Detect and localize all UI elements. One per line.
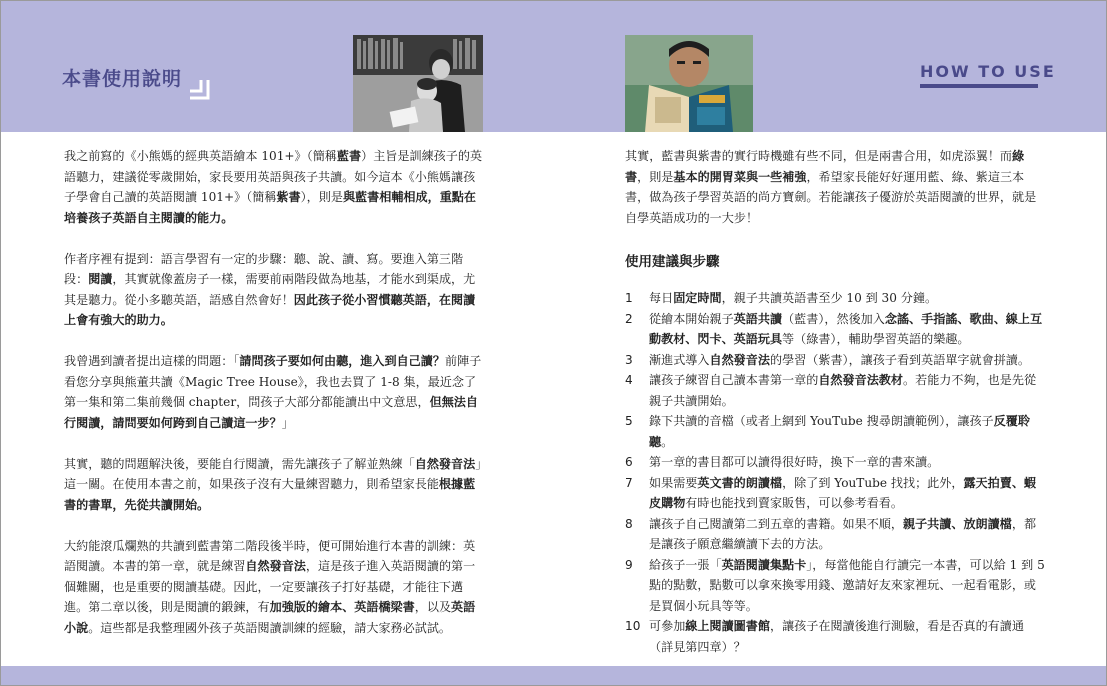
bold-text: 藍書 [336, 149, 362, 163]
bold-text: 基本的開胃菜與一些補強 [673, 169, 807, 184]
bold-text: 自然發音法 [245, 559, 306, 573]
bold-text: 露天拍賣、蝦皮購物 [649, 475, 1037, 510]
page-title-right: HOW TO USE [920, 62, 1056, 81]
bold-text: 根據藍書的書單，先從共讀開始。 [64, 477, 476, 512]
step-number: 1 [625, 291, 633, 305]
bold-text: 閱讀 [88, 272, 113, 286]
photo-father-child-reading [353, 35, 483, 132]
text-run: （藍書），然後加入 [782, 311, 885, 326]
bold-text: 英語小說 [64, 600, 476, 635]
text-run: ，希望家長能好好運用藍、綠、紫這三本書，做為孩子學習英語的尚方寶劍。若能讓孩子優游於英語閱讀的世界，就是自學英語成功的一大步！ [625, 169, 1037, 225]
text-run: ，以及 [414, 600, 452, 614]
text-run: 前陣子看您分享與熊董共讀《Magic Tree House》，我也去買了 1-8 集，最近念了第一集和第二集前幾個 chapter，問孩子大部分都能讀出中文意思， [64, 354, 482, 409]
text-run: 我之前寫的《小熊媽的經典英語繪本 101+》（簡稱 [64, 149, 337, 163]
text-run: 。若能力不夠，也是先從親子共讀開始。 [649, 373, 1037, 408]
step-number: 6 [625, 455, 633, 469]
step-number: 10 [625, 619, 641, 633]
paragraph [64, 454, 484, 516]
text-run: 有時也能找到賣家販售，可以參考看看。 [685, 496, 903, 510]
step-item [625, 616, 1045, 657]
text-run: 等（綠書），輔助學習英語的樂趣。 [782, 332, 970, 346]
text-run: 從繪本開始親子 [649, 311, 734, 326]
text-run: ，則是 [637, 169, 674, 184]
text-run: 第一章的書目都可以讀得很好時，換下一章的書來讀。 [649, 455, 940, 469]
step-item [625, 350, 1045, 371]
text-run: ，親子共讀英語書至少 10 到 30 分鐘。 [721, 291, 938, 305]
text-run: ）主旨是訓練孩子的英語聽力，建議從零歲開始，家長要用英語與孩子共讀。如今這本《小熊媽讓孩子學會自己讀的英語閱讀 101+》（簡稱 [64, 149, 483, 204]
bold-text: 自然發音法 [709, 352, 770, 367]
text-run: 錄下共讀的音檔（或者上網到 YouTube 搜尋朗讀範例），讓孩子 [649, 414, 994, 428]
text-run: 大約能滾瓜爛熟的共讀到藍書第二階段後半時，便可開始進行本書的訓練：英語閱讀。本書的第一章，就是練習 [64, 538, 476, 573]
title-underline [920, 84, 1038, 88]
text-run: ），則是 [300, 190, 343, 204]
bold-text: 英語閱讀集點卡 [721, 557, 807, 572]
text-run: 可參加 [649, 619, 686, 633]
bold-text: 綠書 [625, 149, 1025, 184]
text-run: 每日 [649, 291, 674, 305]
bold-text: 線上閱讀圖書館 [685, 619, 770, 633]
bold-text: 加強版的繪本、英語橋梁書 [269, 600, 415, 614]
text-run: 給孩子一張「 [649, 557, 722, 572]
corner-bracket-icon [186, 76, 212, 102]
section-heading: 使用建議與步驟 [625, 254, 720, 270]
step-number: 3 [625, 352, 633, 367]
bold-text: 自然發音法 [414, 456, 476, 471]
step-item [625, 309, 1045, 350]
text-run: 作者序裡有提到：語言學習有一定的步驟：聽、說、讀、寫。要進入第三階段： [64, 251, 464, 286]
bold-text: 英語共讀 [733, 311, 783, 326]
text-run: 如果需要 [649, 475, 698, 490]
text-run: ，都是讓孩子願意繼續讀下去的方法。 [649, 516, 1037, 551]
intro-paragraph [625, 146, 1045, 228]
bold-text: 英文書的朗讀檔 [697, 475, 783, 490]
bold-text: 紫書 [276, 190, 301, 204]
step-item [625, 411, 1045, 452]
bold-text: 自然發音法教材 [818, 373, 903, 387]
footer-band [0, 666, 1107, 686]
text-run: 讓孩子練習自己讀本書第一章的 [649, 373, 819, 387]
text-run: 漸進式導入 [649, 352, 710, 367]
photo-boy-reading-book [625, 35, 753, 132]
step-number: 9 [625, 557, 633, 572]
text-run: 讓孩子自己閱讀第二到五章的書籍。如果不順， [649, 516, 903, 531]
right-intro-text [625, 146, 1045, 249]
step-item [625, 473, 1045, 514]
page-title-left: 本書使用說明 [62, 68, 183, 90]
left-text-column [64, 146, 484, 659]
step-number: 7 [625, 475, 633, 490]
text-run: 。這些都是我整理國外孩子英語閱讀訓練的經驗，請大家務必試試。 [88, 620, 452, 635]
bold-text: 但無法自行閱讀，請問要如何跨到自己讀這一步？ [64, 395, 478, 430]
paragraph [64, 249, 484, 331]
text-run: 。 [661, 434, 674, 449]
bold-text: 反覆聆聽 [649, 414, 1030, 449]
text-run: 」這一關。在使用本書之前，如果孩子沒有大量練習聽力，則希望家長能 [64, 456, 482, 491]
step-number: 2 [625, 311, 633, 326]
text-run: ，這是孩子進入英語閱讀的第一個難關，也是重要的閱讀基礎。因此，一定要讓孩子打好基礎，才能往下邁進。第二章以後，則是閱讀的鍛鍊，有 [64, 559, 476, 614]
text-run: 」，每當他能自行讀完一本書，可以給 1 到 5 點的點數，點數可以拿來換零用錢、邀請好友來家裡玩、一起看電影，或是買個小玩具等等。 [649, 557, 1045, 613]
step-item [625, 514, 1045, 555]
text-run: 其實，聽的問題解決後，要能自行閱讀，需先讓孩子了解並熟練「 [64, 456, 415, 471]
step-number: 4 [625, 373, 633, 387]
step-item [625, 452, 1045, 473]
text-run: 」 [281, 415, 294, 430]
step-number: 8 [625, 516, 633, 531]
bold-text: 與藍書相輔相成，重點在培養孩子英語自主閱讀的能力。 [64, 190, 476, 225]
step-item [625, 370, 1045, 411]
text-run: 的學習（紫書），讓孩子看到英語單字就會拼讀。 [769, 352, 1030, 367]
text-run: ，其實就像蓋房子一樣，需要前兩階段做為地基，才能水到渠成，尤其是聽力。從小多聽英語，語感自然會好！ [64, 272, 476, 307]
text-run: 其實，藍書與紫書的實行時機雖有些不同，但是兩書合用，如虎添翼！而 [625, 149, 1013, 163]
bold-text: 請問孩子要如何由聽，進入到自己讀？ [239, 354, 445, 368]
paragraph [64, 146, 484, 228]
bold-text: 親子共讀、放朗讀檔 [902, 516, 1012, 531]
step-number: 5 [625, 414, 633, 428]
step-item [625, 555, 1045, 617]
step-item [625, 288, 1045, 309]
bold-text: 固定時間 [673, 291, 722, 305]
text-run: 我曾遇到讀者提出這樣的問題：「 [64, 354, 240, 368]
steps-list [625, 288, 1045, 657]
bold-text: 因此孩子從小習慣聽英語，在閱讀上會有強大的助力。 [64, 292, 476, 327]
text-run: ，讓孩子在閱讀後進行測驗，看是否真的有讀通（詳見第四章）？ [649, 619, 1024, 654]
bold-text: 念謠、手指謠、歌曲、線上互動教材、閃卡、英語玩具 [649, 311, 1043, 346]
text-run: ，除了到 YouTube 找找；此外， [782, 475, 964, 490]
paragraph [64, 351, 484, 433]
paragraph [64, 536, 484, 639]
